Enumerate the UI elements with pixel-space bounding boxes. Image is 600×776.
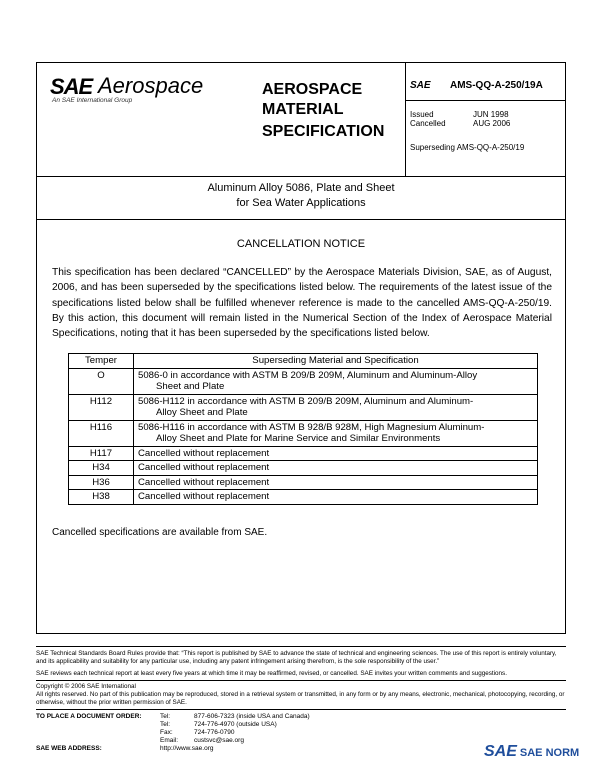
review-text: SAE reviews each technical report at least every five years at which time it may be reaffirmed, revised, or cancelled. SAE invites your written comments and suggestions. (36, 670, 507, 677)
web-label: SAE WEB ADDRESS: (36, 745, 102, 752)
header-vertical-rule (405, 62, 406, 176)
temper-cell: H112 (69, 394, 134, 420)
temper-cell: H117 (69, 446, 134, 461)
header-divider (36, 176, 566, 177)
cancellation-paragraph: This specification has been declared “CANCELLED” by the Aerospace Materials Division, SAE, as of August, 2006, and has been superseded by the specifications listed below. The requirements of the latest issue of the specifications listed below shall be fulfilled whenever reference is made to the cancelled AMS-QQ-A-250/19. By this action, this document will remain listed in the Numerical Section of the Index of Aerospace Material Specifications, noting that it has been superseded by the specifications listed below. (52, 267, 552, 340)
table-row (69, 475, 538, 490)
sae-norm-logo-text: SAE NORM (519, 747, 580, 759)
document-number: AMS-QQ-A-250/19A (450, 80, 543, 91)
contact-label: Tel: (160, 721, 171, 728)
logo-subtitle: An SAE International Group (52, 97, 133, 104)
contact-value: 724-776-4970 (outside USA) (194, 721, 277, 728)
availability-note: Cancelled specifications are available from SAE. (52, 527, 268, 538)
sae-norm-logo (484, 743, 579, 761)
contact-label: Email: (160, 737, 179, 744)
spec-cell: Cancelled without replacement (134, 475, 538, 490)
footer-top-rule (36, 646, 566, 647)
email-link[interactable]: custsvc@sae.org (194, 737, 244, 744)
table-row (69, 446, 538, 461)
spec-line: 5086-H116 in accordance with ASTM B 928/B 928M, High Magnesium Aluminum- (138, 421, 485, 433)
subject-divider (36, 219, 566, 220)
table-row (69, 461, 538, 476)
aerospace-logo-text: Aerospace (98, 73, 204, 98)
copyright-line: Copyright © 2006 SAE International (36, 683, 136, 690)
sae-logo: SAE (50, 74, 93, 99)
spec-line: Sheet and Plate (156, 381, 225, 392)
doc-number-divider (405, 100, 566, 101)
copyright-rights: All rights reserved. No part of this publication may be reproduced, stored in a retrieval system or transmitted, in any form or by any means, electronic, mechanical, photocopying, recording, or otherwise, without the prior written permission of SAE. (36, 691, 565, 706)
contact-value: 724-776-0790 (194, 729, 235, 736)
spec-cell (134, 368, 538, 394)
footer-mid-rule (36, 680, 566, 681)
sae-norm-logo-mark: SAE (484, 743, 517, 760)
title-line: MATERIAL (262, 101, 344, 118)
spec-line: 5086-H112 in accordance with ASTM B 209/B 209M, Aluminum and Aluminum- (138, 395, 474, 407)
footer-bottom-rule (36, 709, 566, 710)
title-line: AEROSPACE (262, 81, 363, 98)
order-label: TO PLACE A DOCUMENT ORDER: (36, 713, 142, 720)
spec-header: Superseding Material and Specification (134, 354, 538, 369)
cancelled-value: AUG 2006 (473, 119, 511, 128)
issued-value: JUN 1998 (473, 110, 509, 119)
spec-cell (134, 394, 538, 420)
contact-label: Tel: (160, 713, 171, 720)
title-line: SPECIFICATION (262, 123, 385, 140)
issued-label: Issued (410, 110, 434, 119)
web-link[interactable]: http://www.sae.org (160, 745, 214, 752)
table-row (69, 368, 538, 394)
temper-cell: H116 (69, 420, 134, 446)
spec-cell (134, 420, 538, 446)
spec-cell: Cancelled without replacement (134, 446, 538, 461)
temper-cell: H38 (69, 490, 134, 505)
temper-cell: O (69, 368, 134, 394)
temper-cell: H36 (69, 475, 134, 490)
sae-small-logo: SAE (410, 80, 431, 91)
spec-line: Alloy Sheet and Plate (156, 407, 248, 418)
subject-line-1: Aluminum Alloy 5086, Plate and Sheet (207, 182, 395, 194)
table-row (69, 420, 538, 446)
superseding-table (68, 353, 538, 505)
spec-cell: Cancelled without replacement (134, 490, 538, 505)
spec-cell: Cancelled without replacement (134, 461, 538, 476)
contact-value: 877-606-7323 (inside USA and Canada) (194, 713, 310, 720)
spec-line: 5086-0 in accordance with ASTM B 209/B 209M, Aluminum and Aluminum-Alloy (138, 369, 478, 381)
temper-cell: H34 (69, 461, 134, 476)
rules-text: SAE Technical Standards Board Rules provide that: “This report is published by SAE to advance the state of technical and engineering sciences. The use of this report is entirely voluntary, and its applicability and suitability for any particular use, including any patent infringement arising therefrom, is the sole responsibility of the user.” (36, 650, 557, 665)
document-type-title (262, 80, 384, 142)
cancelled-label: Cancelled (410, 119, 446, 128)
table-header-row (69, 354, 538, 369)
table-row (69, 394, 538, 420)
superseding-note: Superseding AMS-QQ-A-250/19 (410, 143, 525, 152)
notice-title: CANCELLATION NOTICE (236, 238, 366, 250)
spec-line: Alloy Sheet and Plate for Marine Service and Similar Environments (156, 433, 441, 444)
subject-line-2: for Sea Water Applications (236, 197, 366, 209)
table-row (69, 490, 538, 505)
contact-label: Fax: (160, 729, 173, 736)
temper-header: Temper (69, 354, 134, 369)
